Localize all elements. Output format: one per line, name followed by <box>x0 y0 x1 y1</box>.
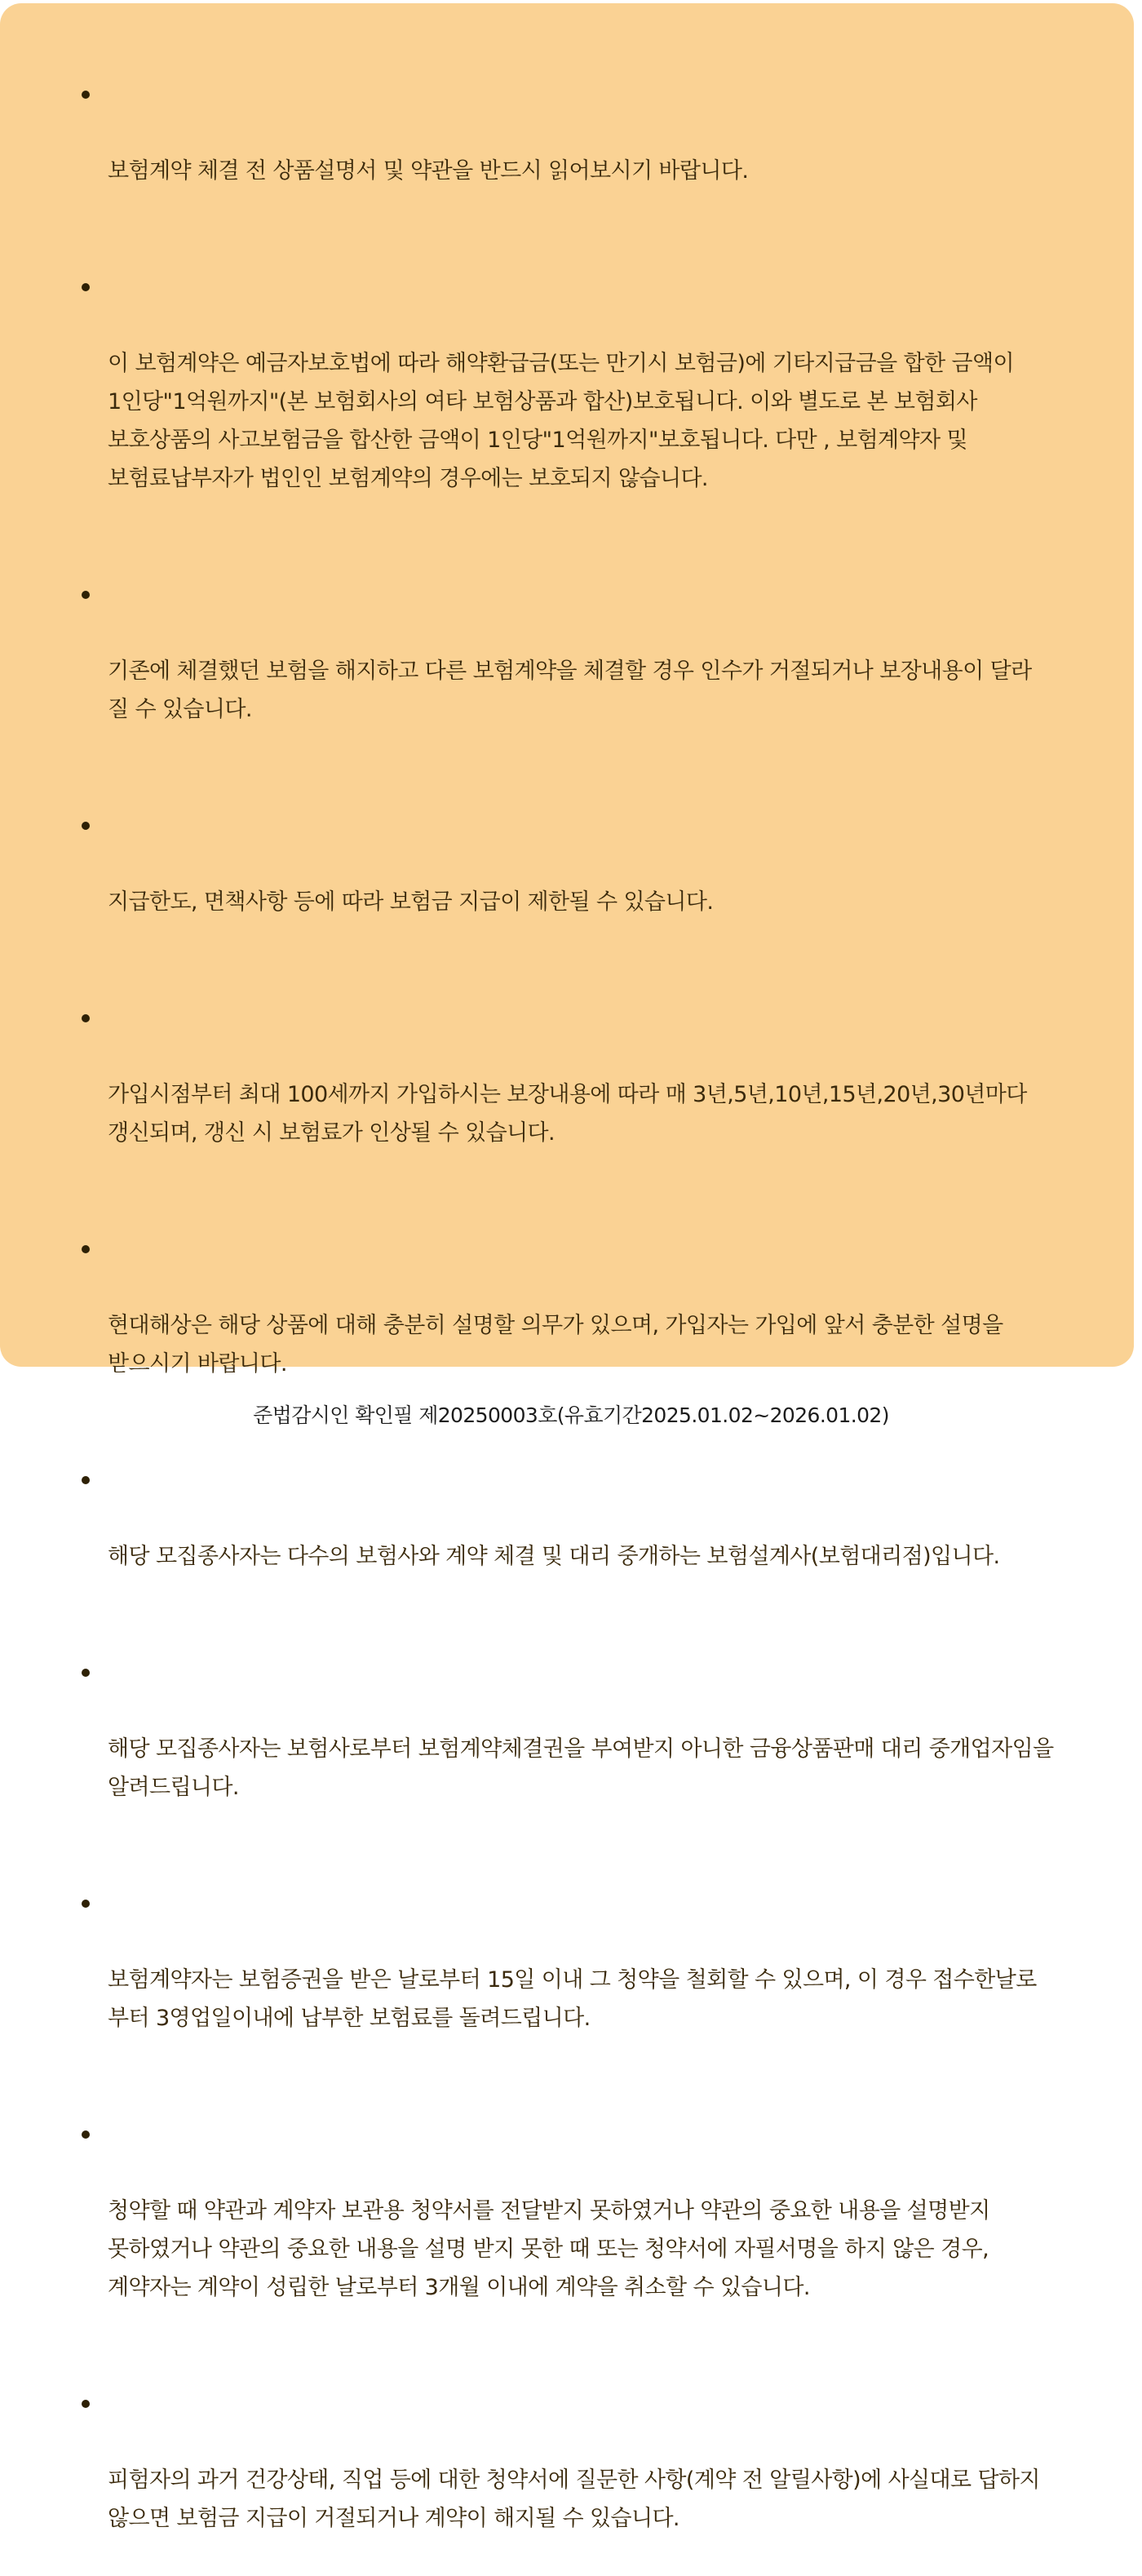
notice-text: 청약할 때 약관과 계약자 보관용 청약서를 전달받지 못하였거나 약관의 중요한 내용을 설명받지 못하였거나 약관의 중요한 내용을 설명 받지 못한 때 또는 청약서에 자필서명을 하지 않은 경우, 계약자는 계약이 성립한 날로부터 3개월 이내에 계약을 취소할 수 있습니다. <box>108 2198 990 2300</box>
notice-item <box>82 1461 1069 1614</box>
notice-text: 보험계약자는 보험증권을 받은 날로부터 15일 이내 그 청약을 철회할 수 있으며, 이 경우 접수한날로 부터 3영업일이내에 납부한 보험료를 돌려드립니다. <box>108 1967 1037 2031</box>
notice-text: 가입시점부터 최대 100세까지 가입하시는 보장내용에 따라 매 3년,5년,10년,15년,20년,30년마다 갱신되며, 갱신 시 보험료가 인상될 수 있습니다. <box>108 1082 1027 1146</box>
notice-item <box>82 999 1069 1190</box>
notice-text: 해당 모집종사자는 다수의 보험사와 계약 체결 및 대리 중개하는 보험설계사(보험대리점)입니다. <box>108 1544 1000 1569</box>
bullet-icon <box>82 91 90 99</box>
bullet-icon <box>82 2130 90 2139</box>
notice-item <box>82 2384 1069 2576</box>
notice-item <box>82 806 1069 960</box>
notice-item <box>82 75 1069 228</box>
bullet-icon <box>82 1900 90 1908</box>
notice-text: 해당 모집종사자는 보험사로부터 보험계약체결권을 부여받지 아니한 금융상품판매 대리 중개업자임을 알려드립니다. <box>108 1736 1054 1800</box>
notice-item <box>82 1884 1069 2076</box>
notice-text: 보험계약 체결 전 상품설명서 및 약관을 반드시 읽어보시기 바랍니다. <box>108 158 749 184</box>
bullet-icon <box>82 2400 90 2408</box>
bullet-icon <box>82 1476 90 1484</box>
bullet-icon <box>82 1669 90 1677</box>
bullet-icon <box>82 591 90 599</box>
bullet-icon <box>82 283 90 291</box>
notice-list <box>82 75 1069 2576</box>
notice-item <box>82 575 1069 767</box>
bullet-icon <box>82 822 90 830</box>
bullet-icon <box>82 1014 90 1022</box>
bullet-icon <box>82 1245 90 1253</box>
notice-text: 기존에 체결했던 보험을 해지하고 다른 보험계약을 체결할 경우 인수가 거절되거나 보장내용이 달라 질 수 있습니다. <box>108 658 1032 722</box>
notice-item <box>82 268 1069 536</box>
compliance-approval-footer: 준법감시인 확인필 제20250003호(유효기간2025.01.02~2026.01.02) <box>253 1403 889 1427</box>
notice-item <box>82 1653 1069 1845</box>
notice-text: 이 보험계약은 예금자보호법에 따라 해약환급금(또는 만기시 보험금)에 기타지급금을 합한 금액이 1인당"1억원까지"(본 보험회사의 여타 보험상품과 합산)보호됩니다. 이와 별도로 본 보험회사 보호상품의 사고보험금을 합산한 금액이 1인당"1억원까지"보호됩니다. 다만 , 보험계약자 및 보험료납부자가 법인인 보험계약의 경우에는 보호되지 않습니다. <box>108 351 1014 491</box>
notice-item <box>82 1230 1069 1421</box>
notice-item <box>82 2115 1069 2345</box>
notice-text: 피험자의 과거 건강상태, 직업 등에 대한 청약서에 질문한 사항(계약 전 알릴사항)에 사실대로 답하지 않으면 보험금 지급이 거절되거나 계약이 해지될 수 있습니다. <box>108 2467 1040 2531</box>
notice-text: 현대해상은 해당 상품에 대해 충분히 설명할 의무가 있으며, 가입자는 가입에 앞서 충분한 설명을 받으시기 바랍니다. <box>108 1313 1003 1377</box>
notice-text: 지급한도, 면책사항 등에 따라 보험금 지급이 제한될 수 있습니다. <box>108 889 714 915</box>
